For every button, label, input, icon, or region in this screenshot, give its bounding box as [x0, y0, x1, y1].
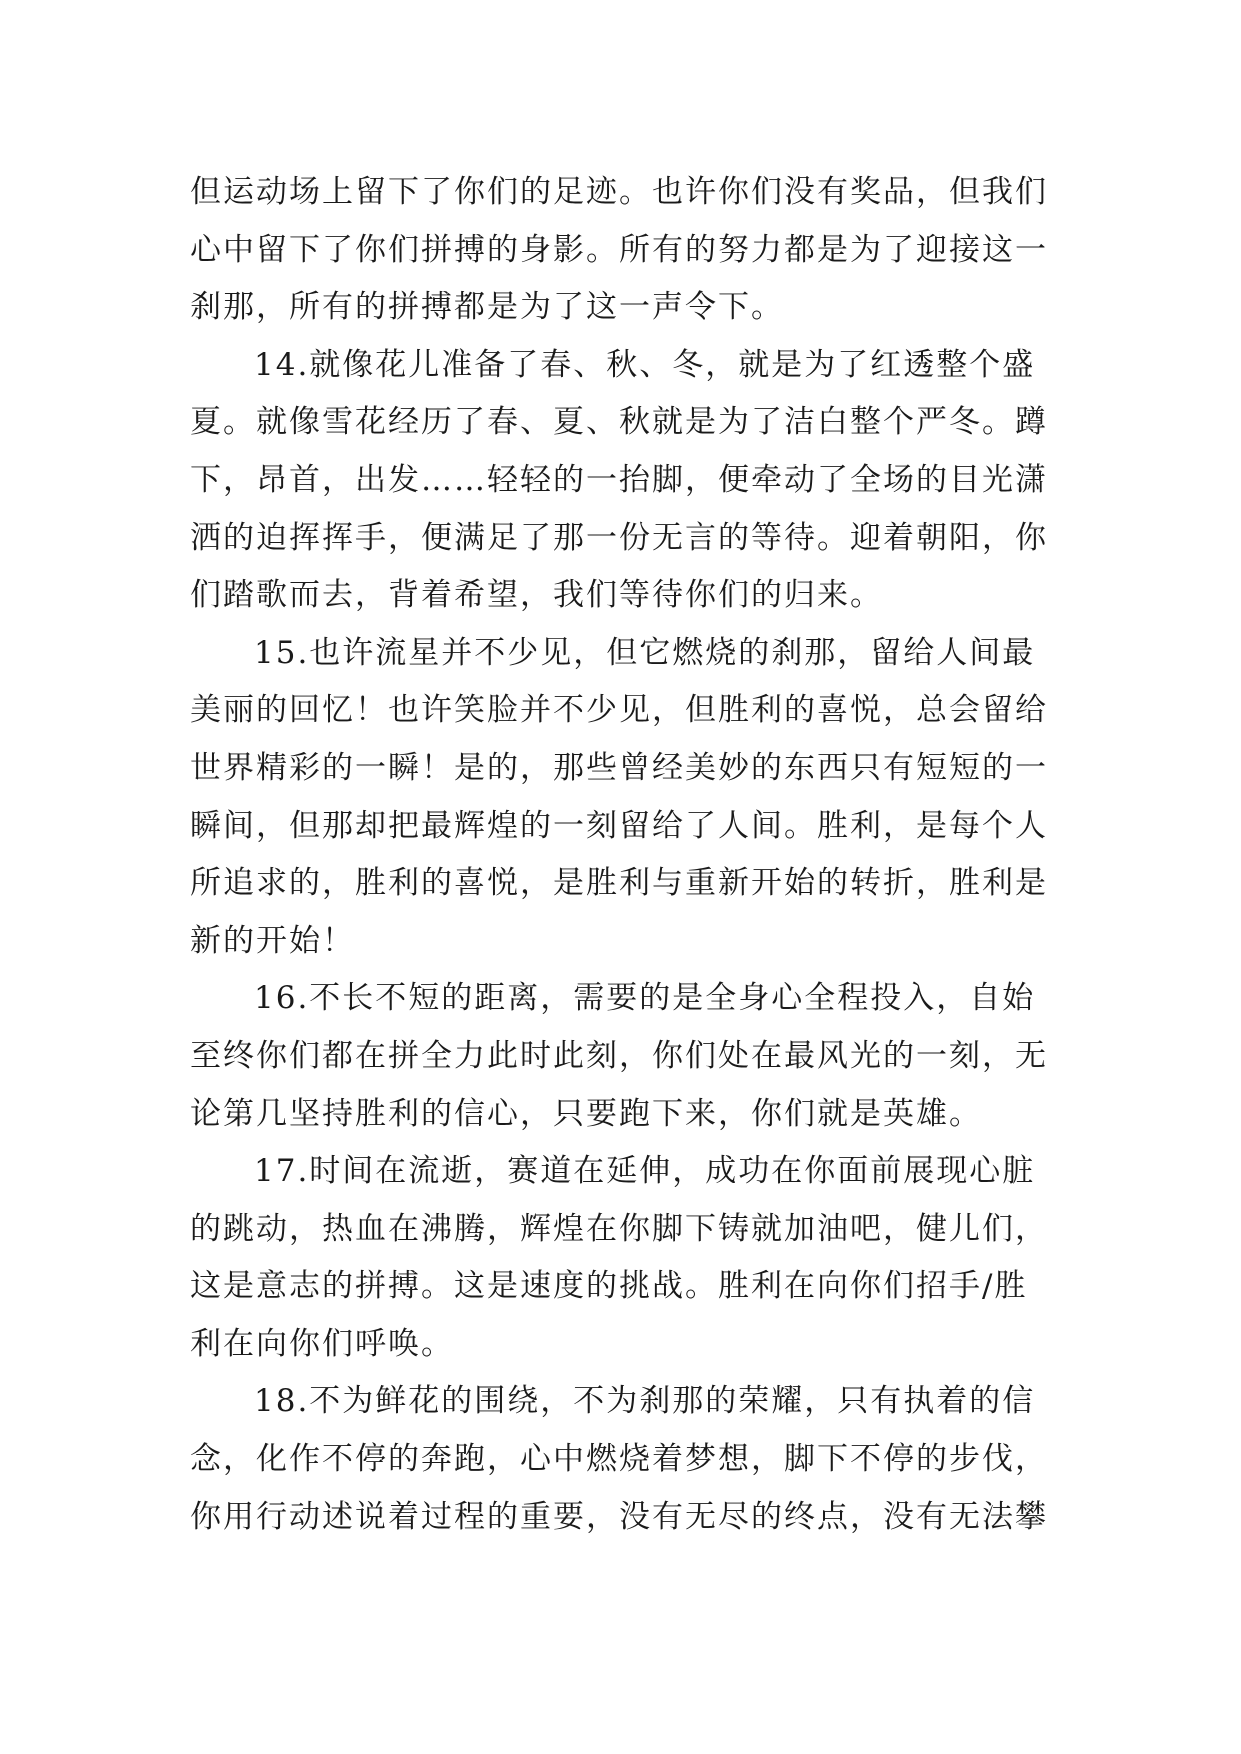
text-line: 夏。就像雪花经历了春、夏、秋就是为了洁白整个严冬。蹲	[190, 404, 1048, 441]
text-line: 这是意志的拼搏。这是速度的挑战。胜利在向你们招手/胜	[190, 1268, 1028, 1305]
text-line: 下，昂首，出发……轻轻的一抬脚，便牵动了全场的目光潇	[190, 461, 1048, 498]
text-line: 刹那，所有的拼搏都是为了这一声令下。	[190, 289, 784, 326]
text-line: 心中留下了你们拼搏的身影。所有的努力都是为了迎接这一	[190, 231, 1048, 268]
paragraph-14-first-line: 14.就像花儿准备了春、秋、冬，就是为了红透整个盛	[254, 346, 1036, 383]
paragraph-17-first-line: 17.时间在流逝，赛道在延伸，成功在你面前展现心脏	[254, 1153, 1036, 1190]
text-line: 至终你们都在拼全力此时此刻，你们处在最风光的一刻，无	[190, 1037, 1048, 1074]
text-line: 你用行动述说着过程的重要，没有无尽的终点，没有无法攀	[190, 1498, 1048, 1535]
paragraph-15-first-line: 15.也许流星并不少见，但它燃烧的刹那，留给人间最	[254, 634, 1036, 671]
text-line: 瞬间，但那却把最辉煌的一刻留给了人间。胜利，是每个人	[190, 807, 1048, 844]
text-line: 所追求的，胜利的喜悦，是胜利与重新开始的转折，胜利是	[190, 865, 1048, 902]
text-line: 论第几坚持胜利的信心，只要跑下来，你们就是英雄。	[190, 1095, 982, 1132]
text-line: 美丽的回忆！也许笑脸并不少见，但胜利的喜悦，总会留给	[190, 692, 1048, 729]
text-line: 洒的迫挥挥手，便满足了那一份无言的等待。迎着朝阳，你	[190, 519, 1048, 556]
text-line: 新的开始！	[190, 922, 355, 959]
paragraph-16-first-line: 16.不长不短的距离，需要的是全身心全程投入，自始	[254, 980, 1036, 1017]
text-line: 但运动场上留下了你们的足迹。也许你们没有奖品，但我们	[190, 174, 1048, 210]
text-line: 的跳动，热血在沸腾，辉煌在你脚下铸就加油吧，健儿们，	[190, 1210, 1048, 1247]
document-body	[190, 164, 1050, 1546]
paragraph-18-first-line: 18.不为鲜花的围绕，不为刹那的荣耀，只有执着的信	[254, 1383, 1036, 1420]
text-line: 们踏歌而去，背着希望，我们等待你们的归来。	[190, 577, 883, 614]
text-line: 利在向你们呼唤。	[190, 1325, 454, 1362]
text-line: 念，化作不停的奔跑，心中燃烧着梦想，脚下不停的步伐，	[190, 1441, 1048, 1478]
text-line: 世界精彩的一瞬！是的，那些曾经美妙的东西只有短短的一	[190, 749, 1048, 786]
